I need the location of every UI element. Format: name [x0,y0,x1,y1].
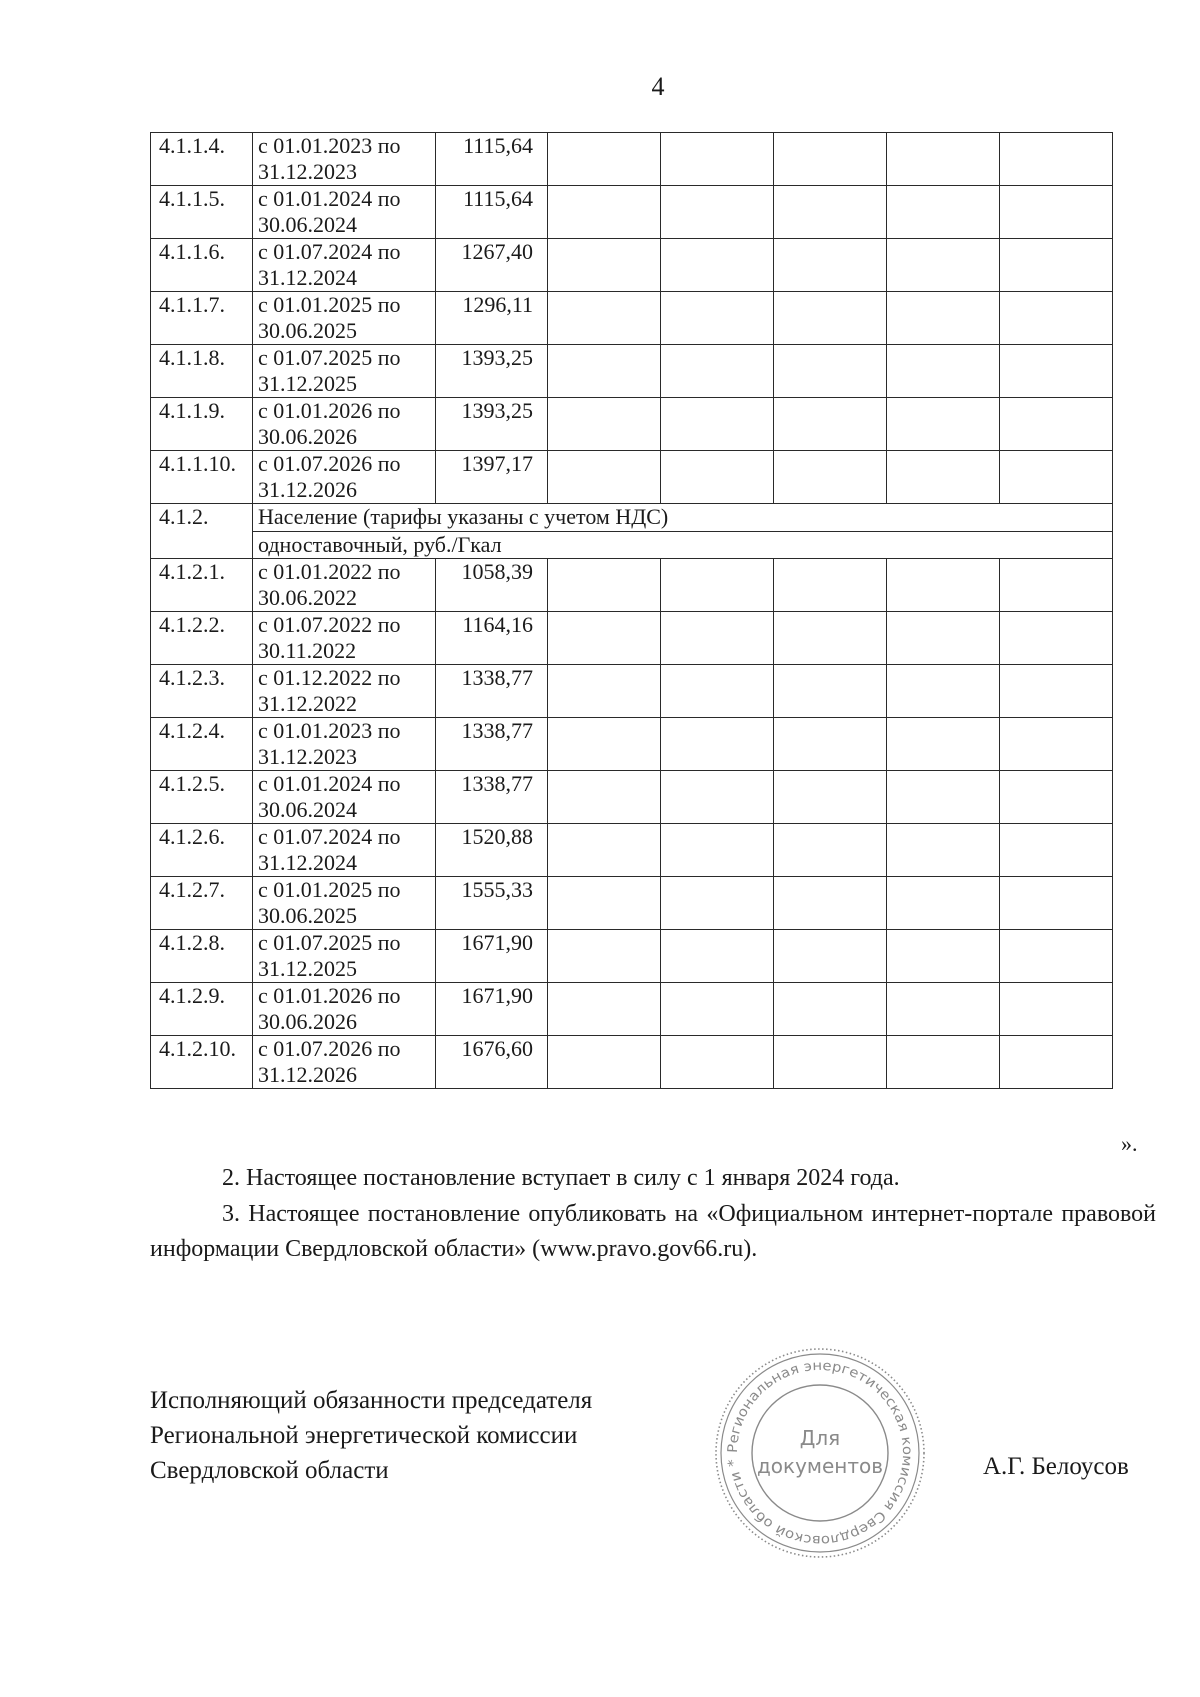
period-start: с 01.01.2022 по [258,559,401,584]
signatory-title-line1: Исполняющий обязанности председателя [150,1387,593,1414]
empty-cell [661,451,774,504]
period-start: с 01.07.2024 по [258,239,401,264]
table-row [151,559,1113,612]
empty-cell [774,718,887,771]
period-start: с 01.07.2024 по [258,824,401,849]
closing-quote: ». [1121,1131,1138,1156]
row-period [253,345,436,398]
table-row [151,292,1113,345]
row-tariff-value: 1115,64 [436,186,548,239]
empty-cell [1000,398,1113,451]
signer-name: А.Г. Белоусов [983,1453,1129,1480]
row-period [253,451,436,504]
stamp-ring-text: Региональная энергетическая комиссия Свердловской области * [724,1357,916,1549]
empty-cell [1000,824,1113,877]
empty-cell [774,930,887,983]
empty-cell [774,612,887,665]
empty-cell [661,186,774,239]
empty-cell [887,665,1000,718]
empty-cell [548,239,661,292]
table-row [151,983,1113,1036]
row-number: 4.1.1.8. [151,345,253,398]
period-start: с 01.01.2026 по [258,398,401,423]
empty-cell [661,239,774,292]
empty-cell [548,1036,661,1089]
empty-cell [661,771,774,824]
table-row [151,186,1113,239]
empty-cell [887,877,1000,930]
tariff-table [150,132,1113,1089]
row-number: 4.1.2.3. [151,665,253,718]
empty-cell [1000,133,1113,186]
period-start: с 01.07.2025 по [258,930,401,955]
empty-cell [548,877,661,930]
row-number: 4.1.1.5. [151,186,253,239]
empty-cell [661,612,774,665]
empty-cell [661,345,774,398]
signatory-block [150,1383,592,1488]
empty-cell [887,292,1000,345]
signatory-title-line3: Свердловской области [150,1457,389,1484]
table-row [151,930,1113,983]
table-row [151,504,1113,532]
row-period [253,771,436,824]
empty-cell [548,133,661,186]
period-start: с 01.07.2026 по [258,1036,401,1061]
row-tariff-value: 1338,77 [436,771,548,824]
empty-cell [887,345,1000,398]
row-tariff-value: 1115,64 [436,133,548,186]
period-start: с 01.01.2023 по [258,133,401,158]
row-period [253,665,436,718]
empty-cell [1000,1036,1113,1089]
empty-cell [548,559,661,612]
empty-cell [661,824,774,877]
row-number: 4.1.2.8. [151,930,253,983]
row-period [253,612,436,665]
section-label: Население (тарифы указаны с учетом НДС) [253,504,1113,532]
row-number: 4.1.2.7. [151,877,253,930]
row-period [253,877,436,930]
period-end: 30.11.2022 [258,638,357,663]
empty-cell [887,559,1000,612]
row-number: 4.1.2.9. [151,983,253,1036]
empty-cell [661,398,774,451]
row-period [253,559,436,612]
empty-cell [548,930,661,983]
period-end: 31.12.2022 [258,691,357,716]
empty-cell [548,612,661,665]
period-start: с 01.01.2025 по [258,877,401,902]
row-tariff-value: 1671,90 [436,983,548,1036]
empty-cell [661,1036,774,1089]
empty-cell [1000,612,1113,665]
row-number: 4.1.1.10. [151,451,253,504]
empty-cell [548,292,661,345]
empty-cell [661,133,774,186]
empty-cell [661,877,774,930]
stamp-inner-border [752,1385,888,1521]
empty-cell [548,665,661,718]
empty-cell [548,718,661,771]
row-tariff-value: 1393,25 [436,398,548,451]
empty-cell [661,983,774,1036]
subsection-label: одноставочный, руб./Гкал [253,532,1113,559]
row-tariff-value: 1338,77 [436,718,548,771]
paragraph-effective-date: 2. Настоящее постановление вступает в силу с 1 января 2024 года. [222,1165,900,1191]
empty-cell [887,824,1000,877]
empty-cell [1000,771,1113,824]
empty-cell [887,612,1000,665]
period-end: 31.12.2026 [258,1062,357,1087]
empty-cell [1000,665,1113,718]
empty-cell [548,824,661,877]
period-start: с 01.01.2023 по [258,718,401,743]
empty-cell [548,451,661,504]
period-end: 31.12.2024 [258,265,357,290]
empty-cell [774,983,887,1036]
period-start: с 01.01.2024 по [258,771,401,796]
section-number: 4.1.2. [151,504,253,559]
period-start: с 01.01.2024 по [258,186,401,211]
empty-cell [548,771,661,824]
table-row [151,877,1113,930]
period-end: 31.12.2025 [258,371,357,396]
table-row [151,239,1113,292]
empty-cell [887,133,1000,186]
table-row [151,718,1113,771]
empty-cell [1000,877,1113,930]
row-period [253,186,436,239]
row-number: 4.1.1.4. [151,133,253,186]
row-tariff-value: 1676,60 [436,1036,548,1089]
empty-cell [887,451,1000,504]
row-tariff-value: 1058,39 [436,559,548,612]
row-period [253,930,436,983]
paragraph-publication: 3. Настоящее постановление опубликовать на «Официальном интернет-портале правовой информации Свердловской области» (www.pravo.gov66.ru). [150,1201,1156,1262]
period-start: с 01.01.2025 по [258,292,401,317]
row-period [253,824,436,877]
empty-cell [774,1036,887,1089]
row-period [253,133,436,186]
table-row [151,771,1113,824]
empty-cell [1000,930,1113,983]
row-number: 4.1.2.2. [151,612,253,665]
empty-cell [887,771,1000,824]
empty-cell [774,824,887,877]
empty-cell [548,186,661,239]
table-row [151,532,1113,559]
empty-cell [1000,983,1113,1036]
table-row [151,824,1113,877]
row-tariff-value: 1397,17 [436,451,548,504]
period-start: с 01.07.2026 по [258,451,401,476]
empty-cell [1000,345,1113,398]
empty-cell [887,983,1000,1036]
empty-cell [887,718,1000,771]
empty-cell [1000,186,1113,239]
row-number: 4.1.1.7. [151,292,253,345]
row-number: 4.1.1.6. [151,239,253,292]
empty-cell [1000,239,1113,292]
empty-cell [1000,718,1113,771]
row-tariff-value: 1338,77 [436,665,548,718]
period-start: с 01.12.2022 по [258,665,401,690]
table-row [151,612,1113,665]
period-end: 31.12.2023 [258,744,357,769]
signatory-title-line2: Региональной энергетической комиссии [150,1422,578,1449]
empty-cell [661,930,774,983]
empty-cell [774,877,887,930]
row-period [253,398,436,451]
empty-cell [774,559,887,612]
period-end: 30.06.2024 [258,797,357,822]
row-period [253,292,436,345]
empty-cell [774,451,887,504]
row-number: 4.1.2.5. [151,771,253,824]
stamp-outer-border [721,1354,919,1552]
table-body [151,133,1113,1089]
row-number: 4.1.2.10. [151,1036,253,1089]
empty-cell [774,239,887,292]
period-start: с 01.07.2022 по [258,612,401,637]
official-stamp [712,1345,928,1561]
empty-cell [1000,559,1113,612]
empty-cell [887,239,1000,292]
table-row [151,345,1113,398]
empty-cell [661,718,774,771]
row-period [253,1036,436,1089]
period-end: 31.12.2023 [258,159,357,184]
row-tariff-value: 1555,33 [436,877,548,930]
empty-cell [548,345,661,398]
period-end: 30.06.2026 [258,424,357,449]
empty-cell [887,398,1000,451]
empty-cell [774,398,887,451]
period-end: 31.12.2024 [258,850,357,875]
table-row [151,1036,1113,1089]
period-end: 30.06.2025 [258,903,357,928]
period-start: с 01.01.2026 по [258,983,401,1008]
table-row [151,133,1113,186]
row-tariff-value: 1520,88 [436,824,548,877]
empty-cell [661,292,774,345]
empty-cell [774,771,887,824]
period-end: 30.06.2022 [258,585,357,610]
empty-cell [661,665,774,718]
stamp-outer-ring [716,1349,924,1557]
table-row [151,665,1113,718]
period-end: 30.06.2025 [258,318,357,343]
table-row [151,398,1113,451]
empty-cell [548,398,661,451]
stamp-center-line2: документов [756,1454,884,1478]
row-number: 4.1.2.6. [151,824,253,877]
empty-cell [887,1036,1000,1089]
row-number: 4.1.1.9. [151,398,253,451]
stamp-center-line1: Для [799,1426,841,1450]
empty-cell [774,186,887,239]
empty-cell [887,930,1000,983]
page-number: 4 [651,72,665,101]
period-end: 31.12.2025 [258,956,357,981]
empty-cell [887,186,1000,239]
empty-cell [1000,451,1113,504]
table-row [151,451,1113,504]
row-period [253,983,436,1036]
period-end: 30.06.2024 [258,212,357,237]
period-end: 30.06.2026 [258,1009,357,1034]
row-tariff-value: 1393,25 [436,345,548,398]
row-tariff-value: 1296,11 [436,292,548,345]
row-tariff-value: 1164,16 [436,612,548,665]
row-period [253,239,436,292]
period-start: с 01.07.2025 по [258,345,401,370]
row-tariff-value: 1267,40 [436,239,548,292]
row-tariff-value: 1671,90 [436,930,548,983]
empty-cell [661,559,774,612]
row-number: 4.1.2.1. [151,559,253,612]
empty-cell [774,665,887,718]
row-period [253,718,436,771]
empty-cell [774,345,887,398]
period-end: 31.12.2026 [258,477,357,502]
row-number: 4.1.2.4. [151,718,253,771]
empty-cell [774,133,887,186]
empty-cell [1000,292,1113,345]
empty-cell [774,292,887,345]
empty-cell [548,983,661,1036]
